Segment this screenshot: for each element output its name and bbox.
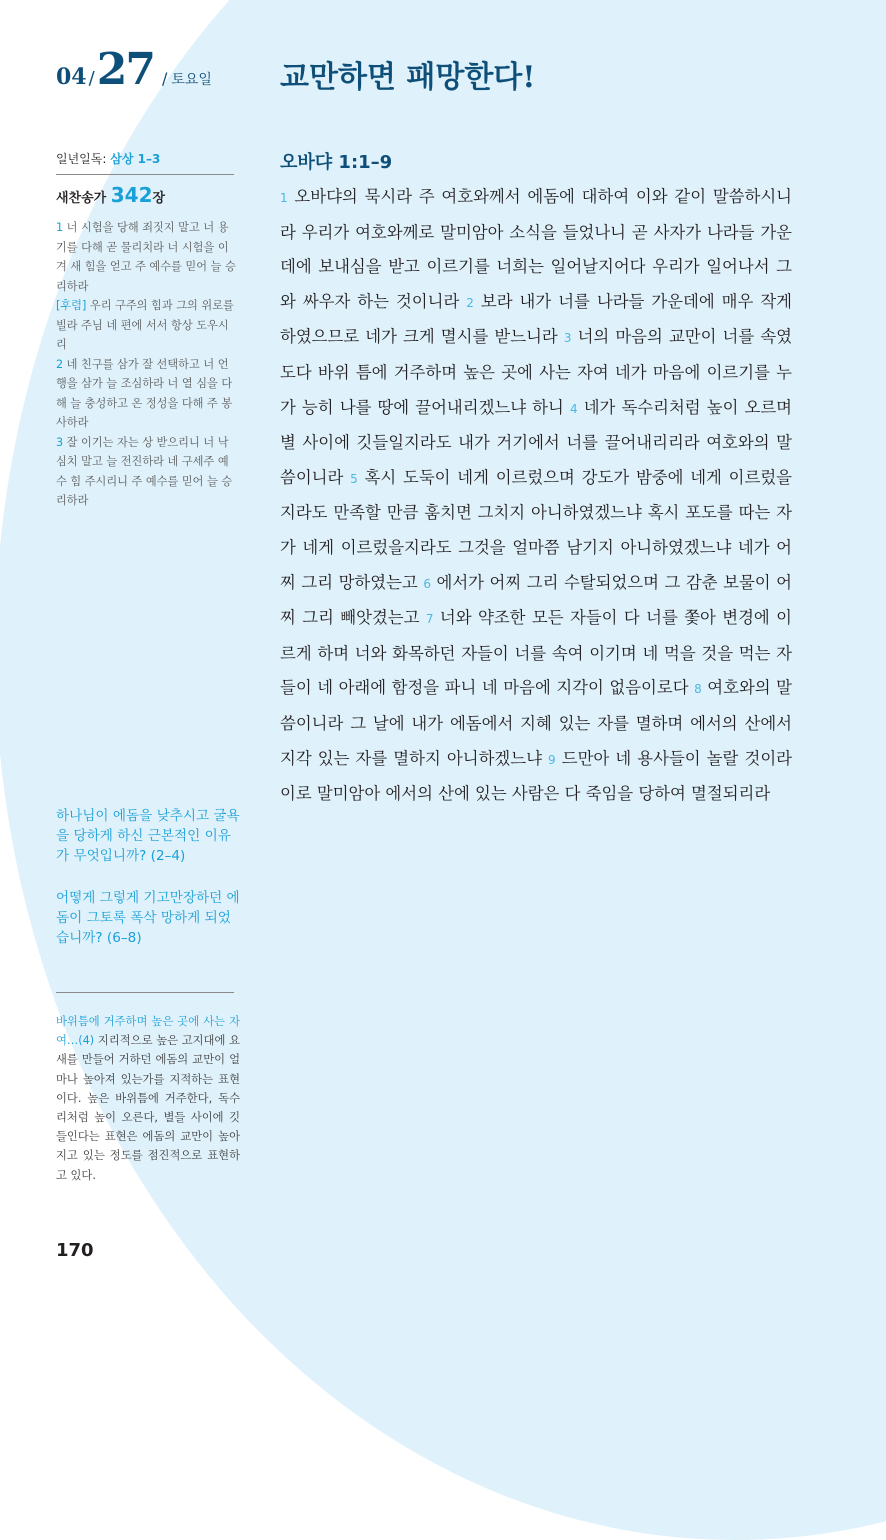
verse-number: 5	[350, 471, 358, 486]
date-separator-2: /	[161, 69, 168, 88]
verse-number: 4	[569, 401, 578, 416]
divider-bottom	[56, 992, 234, 993]
chorus-text: 우리 구주의 힘과 그의 위로를 빌라 주님 네 편에 서서 항상 도우시리	[56, 299, 234, 351]
stanza-number: 1	[56, 221, 64, 234]
hymn-header	[56, 183, 165, 207]
stanza-text: 잘 이기는 자는 상 받으리니 너 낙심치 말고 늘 전진하라 네 구세주 예수 힘 주시리니 주 예수를 믿어 늘 승리하라	[56, 435, 233, 507]
hymn-lyrics	[56, 218, 238, 511]
date-separator: /	[88, 68, 95, 89]
date-header	[56, 44, 212, 96]
question-2: 어떻게 그렇게 기고만장하던 에돔이 그토록 폭삭 망하게 되었습니까? (6–8)	[56, 890, 240, 946]
date-weekday: 토요일	[171, 72, 212, 88]
verse-number: 6	[423, 576, 431, 591]
verse-text: 보라 내가 너를 나라들 가운데에 매우 작게 하였으므로 네가 크게 멸시를 받느니라	[280, 291, 792, 347]
verse-number: 8	[694, 682, 702, 697]
divider-top	[56, 174, 234, 175]
verse-text: 네가 독수리처럼 높이 오르며 별 사이에 깃들일지라도 내가 거기에서 너를 끌어내리리라 여호와의 말씀이니라	[280, 397, 793, 487]
annual-reading	[56, 150, 160, 167]
verse-text: 너와 약조한 모든 자들이 다 너를 쫓아 변경에 이르게 하며 너와 화목하던 자들이 너를 속여 이기며 네 먹을 것을 먹는 자들이 네 아래에 함정을 파니 네 마음에 지각이 없음이로다	[280, 608, 793, 698]
verse-text: 여호와의 말씀이니라 그 날에 내가 에돔에서 지혜 있는 자를 멸하며 에서의 산에서 지각 있는 자를 멸하지 아니하겠느냐	[280, 678, 792, 768]
page-number: 170	[56, 1240, 94, 1261]
lyric-stanza	[56, 433, 238, 511]
verse-number: 7	[425, 612, 434, 627]
stanza-number: 3	[56, 435, 64, 449]
verse-text: 너의 마음의 교만이 너를 속였도다 바위 틈에 거주하며 높은 곳에 사는 자여 네가 마음에 이르기를 누가 능히 나를 땅에 끌어내리겠느냐 하니	[280, 327, 792, 417]
verse-text: 에서가 어찌 그리 수탈되었으며 그 감춘 보물이 어찌 그리 빼앗겼는고	[280, 572, 792, 628]
date-day: 27	[96, 44, 154, 95]
stanza-text: 너 시험을 당해 죄짓지 말고 너 용기를 다해 곧 물리치라 너 시험을 이겨 새 힘을 얻고 주 예수를 믿어 늘 승리하라	[56, 221, 236, 293]
commentary-note	[56, 1012, 240, 1185]
hymn-suffix: 장	[152, 191, 166, 206]
verse-text: 오바댜의 묵시라 주 여호와께서 에돔에 대하여 이와 같이 말씀하시니라 우리가 여호와께로 말미암아 소식을 들었나니 곧 사자가 나라들 가운데에 보내심을 받고 이르기를 너희는 일어날지어다 우리가 일어나서 그와 싸우자 하는 것이니라	[280, 187, 792, 311]
verse-number: 9	[548, 752, 556, 767]
scripture-passage	[280, 180, 792, 812]
reading-reference: 삼상 1–3	[110, 152, 161, 166]
page-title: 교만하면 패망한다!	[280, 60, 536, 95]
verse-text: 드만아 네 용사들이 놀랄 것이라 이로 말미암아 에서의 산에 있는 사람은 다 죽임을 당하여 멸절되리라	[280, 748, 792, 804]
note-highlight: 바위틈에 거주하며 높은 곳에 사는 자여…(4)	[56, 1015, 240, 1048]
question-1: 하나님이 에돔을 낮추시고 굴욕을 당하게 하신 근본적인 이유가 무엇입니까? (2–4)	[56, 808, 240, 864]
hymn-number: 342	[110, 183, 153, 207]
reflection-questions	[56, 806, 242, 970]
date-month: 04	[56, 64, 87, 90]
lyric-stanza	[56, 218, 238, 296]
stanza-text: 네 친구를 삼가 잘 선택하고 너 언행을 삼가 늘 조심하라 너 열 심을 다해 늘 충성하고 온 정성을 다해 주 봉사하라	[56, 357, 233, 429]
verse-text: 혹시 도둑이 네게 이르렀으며 강도가 밤중에 네게 이르렀을지라도 만족할 만큼 훔치면 그치지 아니하였겠느냐 혹시 포도를 따는 자가 네게 이르렀을지라도 그것을 얼마쯤 남기지 아니하였겠느냐 네가 어찌 그리 망하였는고	[280, 467, 793, 592]
verse-number: 3	[563, 331, 572, 346]
note-text: 지리적으로 높은 고지대에 요새를 만들어 거하던 에돔의 교만이 얼마나 높아져 있는가를 지적하는 표현이다. 높은 바위틈에 거주한다, 독수리처럼 높이 오른다, 별들 사이에 깃들인다는 표현은 에돔의 교만이 높아지고 있는 정도를 점진적으로 표현하고 있다.	[56, 1034, 240, 1182]
lyric-stanza	[56, 355, 238, 433]
verse-number: 1	[280, 191, 288, 205]
stanza-number: 2	[56, 357, 64, 371]
verse-number: 2	[466, 295, 474, 310]
chorus-label: [후렴]	[56, 299, 87, 312]
lyric-chorus	[56, 296, 238, 355]
hymn-label: 새찬송가	[56, 191, 107, 206]
reading-label: 일년일독:	[56, 152, 107, 166]
passage-reference: 오바댜 1:1–9	[280, 152, 393, 173]
